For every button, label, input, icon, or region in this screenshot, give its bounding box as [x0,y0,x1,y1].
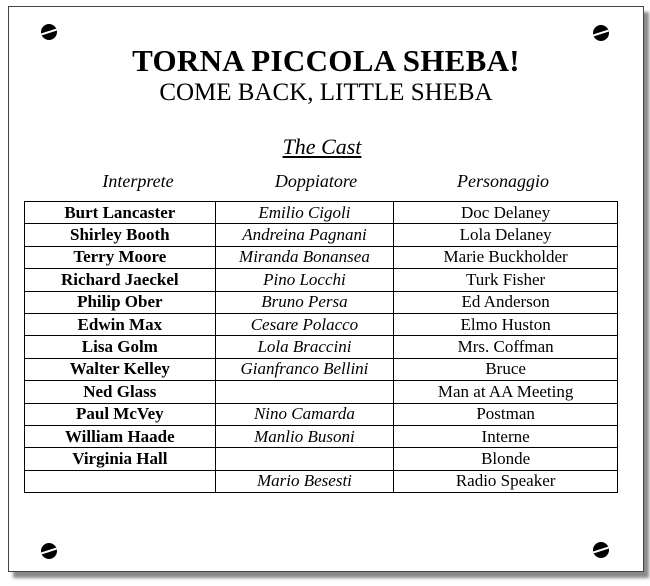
dubber-cell [215,381,394,403]
table-row [25,470,618,492]
table-row [25,403,618,425]
table-row [25,336,618,358]
actor-cell: Richard Jaeckel [25,269,216,291]
dubber-cell: Lola Braccini [215,336,394,358]
actor-cell: Edwin Max [25,313,216,335]
character-cell: Interne [394,425,618,447]
actor-cell: Walter Kelley [25,358,216,380]
character-cell: Postman [394,403,618,425]
page-title: TORNA PICCOLA SHEBA! [132,43,520,78]
dubber-cell: Andreina Pagnani [215,224,394,246]
table-row [25,358,618,380]
table-row [25,224,618,246]
character-cell: Elmo Huston [394,313,618,335]
column-header-personaggio: Personaggio [457,171,549,191]
character-cell: Blonde [394,448,618,470]
dubber-cell: Pino Locchi [215,269,394,291]
screw-icon-top-right [593,25,609,41]
screw-icon-bottom-right [593,542,609,558]
dubber-cell: Emilio Cigoli [215,202,394,224]
dubber-cell [215,448,394,470]
page-subtitle: COME BACK, LITTLE SHEBA [159,79,493,106]
column-header-interprete: Interprete [102,171,174,191]
character-cell: Lola Delaney [394,224,618,246]
dubber-cell: Mario Besesti [215,470,394,492]
screw-icon-top-left [41,24,57,40]
character-cell: Ed Anderson [394,291,618,313]
dubber-cell: Bruno Persa [215,291,394,313]
dubber-cell: Cesare Polacco [215,313,394,335]
dubber-cell: Miranda Bonansea [215,246,394,268]
actor-cell: Ned Glass [25,381,216,403]
actor-cell: Lisa Golm [25,336,216,358]
actor-cell: Paul McVey [25,403,216,425]
table-row [25,246,618,268]
table-row [25,313,618,335]
character-cell: Doc Delaney [394,202,618,224]
column-header-doppiatore: Doppiatore [274,171,358,191]
table-row [25,202,618,224]
actor-cell: Burt Lancaster [25,202,216,224]
character-cell: Radio Speaker [394,470,618,492]
actor-cell: Virginia Hall [25,448,216,470]
dubber-cell: Gianfranco Bellini [215,358,394,380]
character-cell: Man at AA Meeting [394,381,618,403]
character-cell: Bruce [394,358,618,380]
table-row [25,381,618,403]
dubber-cell: Nino Camarda [215,403,394,425]
table-row [25,448,618,470]
actor-cell: Terry Moore [25,246,216,268]
cast-table [24,201,618,493]
table-row [25,269,618,291]
cast-plaque [8,6,644,572]
section-heading: The Cast [282,134,362,159]
dubber-cell: Manlio Busoni [215,425,394,447]
actor-cell [25,470,216,492]
screw-icon-bottom-left [41,543,57,559]
actor-cell: Shirley Booth [25,224,216,246]
actor-cell: Philip Ober [25,291,216,313]
character-cell: Marie Buckholder [394,246,618,268]
character-cell: Mrs. Coffman [394,336,618,358]
table-row [25,425,618,447]
actor-cell: William Haade [25,425,216,447]
character-cell: Turk Fisher [394,269,618,291]
table-row [25,291,618,313]
